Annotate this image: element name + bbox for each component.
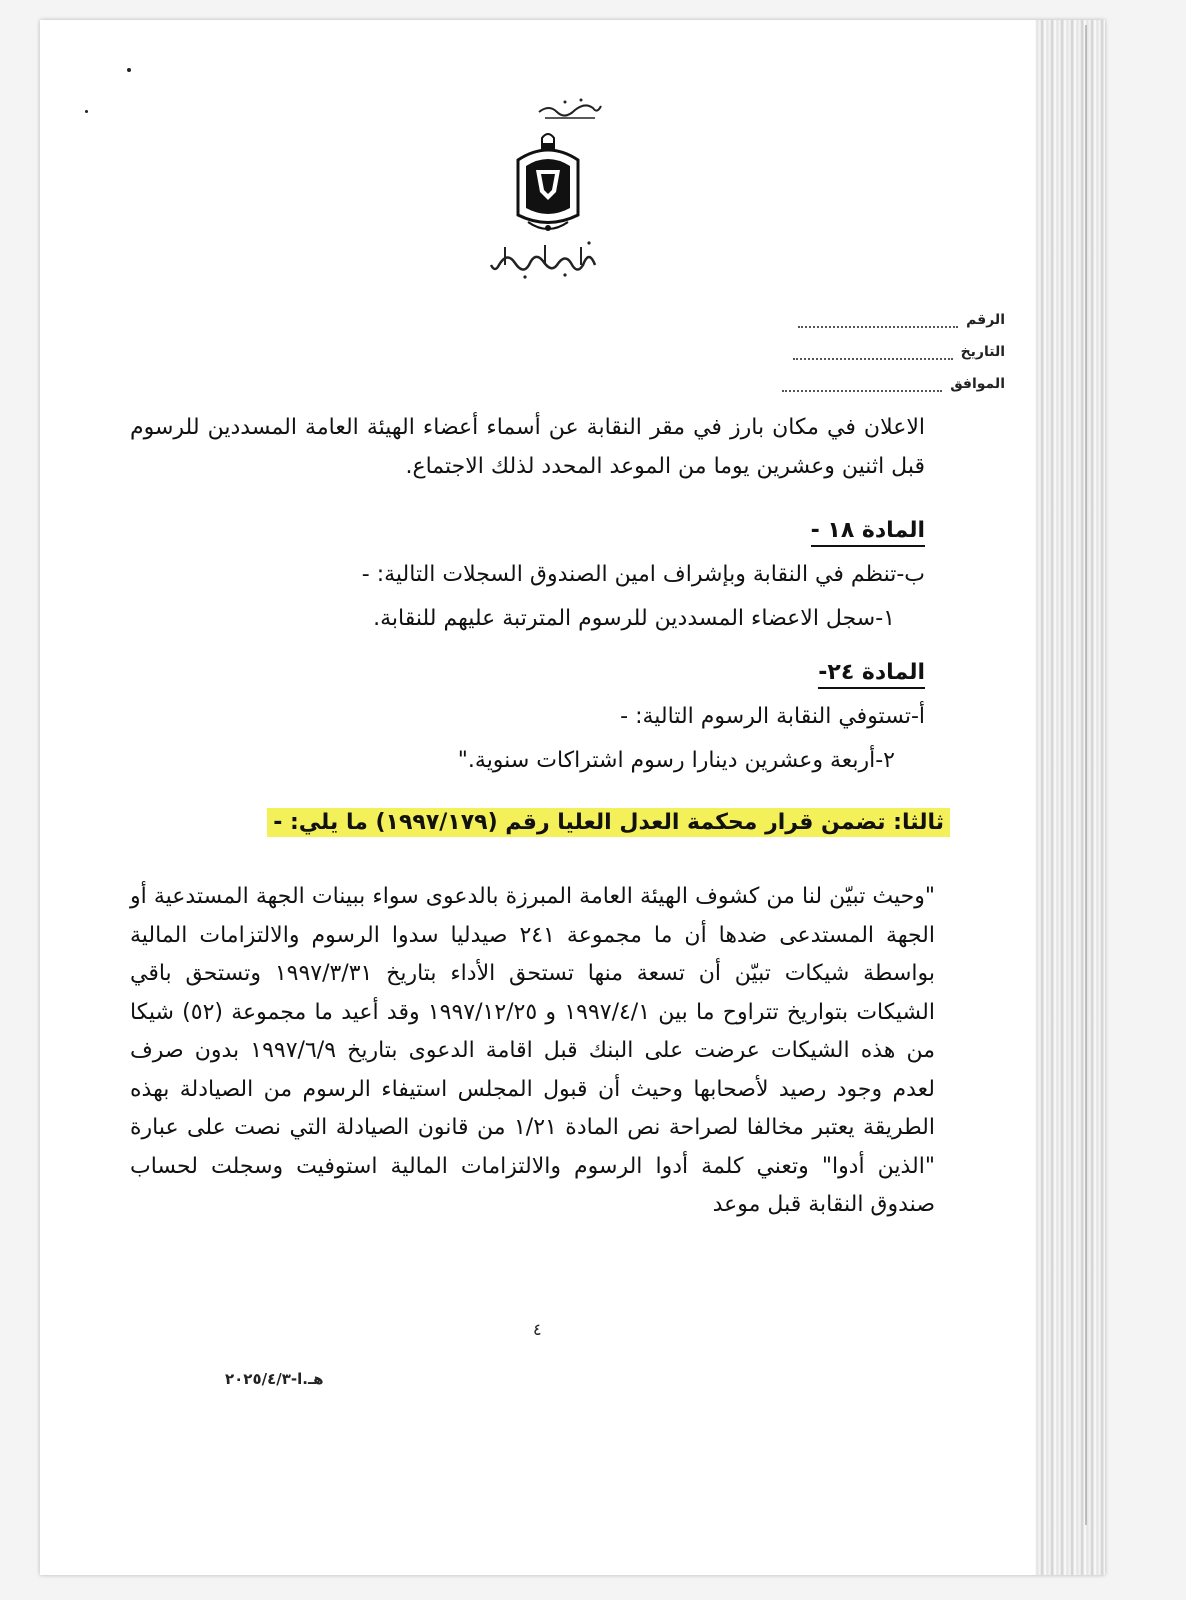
header-field-label: التاريخ bbox=[960, 344, 1005, 360]
article-18-heading: المادة ١٨ - bbox=[811, 518, 925, 547]
header-field-blank bbox=[793, 344, 953, 360]
court-decision-quote-paragraph: "وحيث تبيّن لنا من كشوف الهيئة العامة المبرزة بالدعوى سواء ببينات الجهة المستدعية أو الجهة المستدعى ضدها أن ما مجموعة ٢٤١ صيدليا سدوا الرسوم والالتزامات المالية بواسطة شيكات تبيّن أن تسعة منها تستحق الأداء بتاريخ ١٩٩٧/٣/٣١ وتستحق باقي الشيكات بتواريخ تتراوح ما بين ١٩٩٧/٤/١ و ١٩٩٧/١٢/٢٥ وقد أعيد ما مجموعة (٥٢) شيكا من هذه الشيكات عرضت على البنك قبل اقامة الدعوى بتاريخ ١٩٩٧/٦/٩ بدون صرف لعدم وجود رصيد لأصحابها وحيث أن قبول المجلس استيفاء الرسوم من الصيادلة بهذه الطريقة يعتبر مخالفا لصراحة نص المادة ١/٢١ من قانون الصيادلة التي نصت على عبارة "الذين أدوا" وتعني كلمة أدوا الرسوم والالتزامات المالية استوفيت وسجلت لحساب صندوق النقابة قبل موعد bbox=[130, 884, 935, 1217]
ministry-logo-calligraphy bbox=[485, 235, 605, 285]
header-field-date bbox=[793, 338, 1005, 360]
intro-paragraph: الاعلان في مكان بارز في مقر النقابة عن أسماء أعضاء الهيئة العامة المسددين للرسوم قبل اثنين وعشرين يوما من الموعد المحدد لذلك الاجتماع. bbox=[130, 415, 925, 479]
header-field-number bbox=[798, 306, 1005, 328]
header-field-corresponding bbox=[782, 370, 1005, 392]
header-field-label: الموافق bbox=[950, 376, 1005, 392]
scan-edge-line bbox=[1085, 25, 1087, 1525]
footer-reference: هـ.ا-٢٠٢٥/٤/٣ bbox=[225, 1370, 324, 1388]
header-field-label: الرقم bbox=[966, 312, 1005, 328]
scan-speck bbox=[127, 68, 131, 72]
article-24-heading: المادة ٢٤- bbox=[818, 660, 925, 689]
third-point-heading-highlighted: ثالثا: تضمن قرار محكمة العدل العليا رقم (١٩٩٧/١٧٩) ما يلي: - bbox=[267, 808, 950, 837]
article-24-line-2: ٢-أربعة وعشرين دينارا رسوم اشتراكات سنوية." bbox=[457, 748, 895, 773]
header-field-blank bbox=[798, 312, 958, 328]
header-field-blank bbox=[782, 376, 942, 392]
article-24-line-1: أ-تستوفي النقابة الرسوم التالية: - bbox=[620, 704, 925, 729]
page-number: ٤ bbox=[533, 1320, 542, 1339]
article-18-line-2: ١-سجل الاعضاء المسددين للرسوم المترتبة عليهم للنقابة. bbox=[373, 606, 895, 631]
scan-speck bbox=[85, 110, 88, 113]
scan-edge-shadow bbox=[1035, 20, 1105, 1575]
coat-of-arms-icon bbox=[508, 130, 588, 240]
document-page bbox=[40, 20, 1105, 1575]
bismillah-calligraphy-icon bbox=[535, 90, 605, 130]
article-18-line-1: ب-تنظم في النقابة وبإشراف امين الصندوق السجلات التالية: - bbox=[361, 562, 925, 587]
